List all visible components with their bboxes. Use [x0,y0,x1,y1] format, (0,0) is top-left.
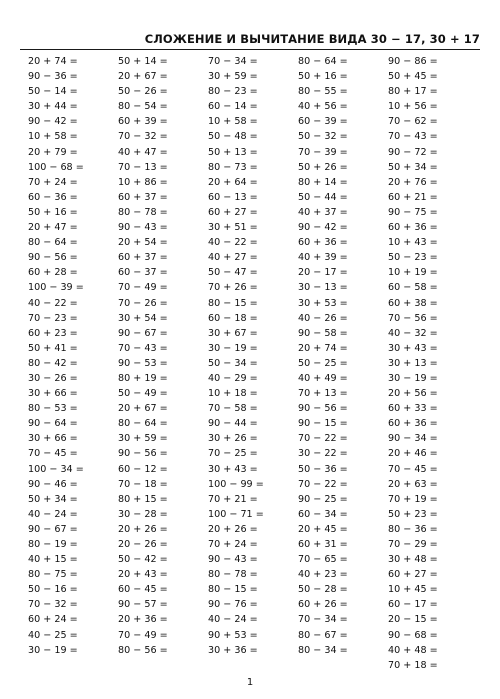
exercise-item: 20 + 36 = [118,614,168,626]
exercise-item: 70 − 49 = [118,282,168,294]
exercise-item: 60 + 23 = [28,327,78,339]
exercise-item: 20 + 76 = [388,176,438,188]
exercise-item: 100 − 34 = [28,463,84,475]
exercise-item: 50 − 16 = [28,584,78,596]
exercise-item: 80 + 17 = [388,86,438,98]
exercise-item: 30 + 51 = [208,222,258,234]
exercise-item: 90 − 67 = [118,327,168,339]
exercise-item: 80 − 64 = [298,56,348,67]
exercise-item: 60 + 37 = [118,191,168,203]
exercise-item: 60 + 36 = [298,237,348,249]
exercise-item: 30 + 26 = [208,433,258,445]
exercise-column-4 [298,54,383,658]
exercise-item: 80 − 55 = [298,86,348,98]
exercise-item: 90 − 67 = [28,523,78,535]
exercise-item: 10 + 19 = [388,267,438,279]
exercise-item: 60 + 21 = [388,191,438,203]
exercise-item: 80 − 15 = [208,297,258,309]
exercise-item: 90 − 34 = [388,433,438,445]
exercise-item: 40 − 24 = [208,614,258,626]
exercise-item: 70 − 34 = [298,614,348,626]
exercise-item: 60 + 26 = [298,599,348,611]
exercise-item: 60 − 17 = [388,599,438,611]
exercise-item: 70 − 62 = [388,116,438,128]
exercise-item: 70 − 43 = [118,342,168,354]
exercise-item: 70 − 32 = [118,131,168,143]
exercise-item: 60 + 27 = [388,569,438,581]
exercise-item: 20 + 67 = [118,403,168,415]
exercise-item: 30 + 53 = [298,297,348,309]
exercise-item: 50 − 48 = [208,131,258,143]
exercise-item: 60 − 14 = [208,101,258,113]
exercise-item: 70 − 45 = [28,448,78,460]
exercise-item: 40 + 39 = [298,252,348,264]
exercise-item: 90 − 68 = [388,629,438,641]
exercise-item: 90 − 15 = [298,418,348,430]
exercise-item: 50 − 25 = [298,357,348,369]
exercise-item: 90 − 43 = [208,554,258,566]
exercise-item: 80 + 14 = [298,176,348,188]
exercise-item: 40 + 49 = [298,372,348,384]
exercise-column-1 [28,54,113,658]
exercise-item: 70 − 18 = [118,478,168,490]
exercise-item: 50 + 23 = [388,508,438,520]
exercise-item: 70 + 19 = [388,493,438,505]
exercise-item: 60 − 58 = [388,282,438,294]
exercise-item: 100 − 71 = [208,508,264,520]
exercise-item: 20 + 54 = [118,237,168,249]
exercise-item: 30 + 66 = [28,388,78,400]
exercise-item: 70 + 21 = [208,493,258,505]
exercise-item: 50 − 23 = [388,252,438,264]
exercise-item: 100 − 39 = [28,282,84,294]
exercise-item: 20 + 46 = [388,448,438,460]
exercise-item: 90 − 56 = [28,252,78,264]
exercise-item: 80 − 54 = [118,101,168,113]
exercise-item: 70 − 65 = [298,554,348,566]
exercise-item: 50 − 32 = [298,131,348,143]
exercise-item: 70 − 39 = [298,146,348,158]
exercise-item: 70 − 34 = [208,56,258,67]
exercise-item: 60 − 18 = [208,312,258,324]
exercise-item: 20 + 43 = [118,569,168,581]
exercise-item: 30 + 13 = [388,357,438,369]
exercise-item: 70 + 24 = [208,539,258,550]
exercise-item: 20 − 15 = [388,614,438,626]
exercise-item: 90 − 76 = [208,599,258,611]
exercise-item: 90 − 44 = [208,418,258,430]
exercise-item: 70 − 29 = [388,539,438,550]
exercise-item: 30 − 19 = [208,342,258,354]
exercise-item: 80 − 15 = [208,584,258,596]
exercise-item: 30 + 43 = [208,463,258,475]
exercise-item: 40 + 27 = [208,252,258,264]
exercise-item: 80 − 36 = [388,523,438,535]
exercise-item: 60 + 33 = [388,403,438,415]
exercise-item: 50 − 28 = [298,584,348,596]
exercise-item: 50 + 45 = [388,71,438,83]
exercise-item: 30 − 19 = [388,372,438,384]
exercise-item: 20 + 79 = [28,146,78,158]
exercise-item: 40 + 37 = [298,206,348,218]
exercise-item: 30 − 19 = [28,644,78,656]
exercise-item: 60 + 24 = [28,614,78,626]
exercise-item: 50 + 13 = [208,146,258,158]
exercise-item: 10 + 86 = [118,176,168,188]
exercise-item: 90 − 42 = [28,116,78,128]
exercise-item: 70 − 43 = [388,131,438,143]
exercise-item: 30 + 44 = [28,101,78,113]
exercise-item: 70 − 23 = [28,312,78,324]
exercise-item: 50 − 47 = [208,267,258,279]
exercise-item: 70 + 24 = [28,176,78,188]
exercise-item: 10 + 18 = [208,388,258,400]
exercise-item: 60 − 39 = [298,116,348,128]
exercise-item: 40 + 48 = [388,644,438,656]
exercise-item: 50 + 26 = [298,161,348,173]
exercise-item: 60 − 34 = [298,508,348,520]
exercise-item: 60 + 37 = [118,252,168,264]
exercise-item: 80 − 19 = [28,539,78,550]
exercise-item: 70 + 13 = [298,388,348,400]
exercise-item: 30 + 54 = [118,312,168,324]
exercise-item: 20 + 26 = [208,523,258,535]
exercise-item: 60 + 27 = [208,206,258,218]
exercise-item: 90 − 75 = [388,206,438,218]
exercise-item: 80 − 42 = [28,357,78,369]
exercise-item: 60 − 13 = [208,191,258,203]
exercise-item: 10 + 58 = [208,116,258,128]
exercise-item: 90 − 72 = [388,146,438,158]
exercise-item: 80 − 73 = [208,161,258,173]
exercise-item: 60 + 38 = [388,297,438,309]
exercise-item: 20 + 45 = [298,523,348,535]
exercise-item: 30 + 59 = [208,71,258,83]
exercise-item: 90 − 56 = [118,448,168,460]
exercise-item: 70 − 56 = [388,312,438,324]
exercise-item: 50 − 42 = [118,554,168,566]
exercise-item: 40 − 26 = [298,312,348,324]
exercise-item: 40 − 29 = [208,372,258,384]
exercise-column-2 [118,54,203,658]
exercise-item: 40 + 23 = [298,569,348,581]
exercise-item: 30 + 67 = [208,327,258,339]
exercise-item: 50 − 14 = [28,86,78,98]
exercise-item: 80 − 56 = [118,644,168,656]
exercise-item: 20 + 26 = [118,523,168,535]
exercise-item: 30 + 66 = [28,433,78,445]
exercise-item: 60 − 37 = [118,267,168,279]
exercise-item: 60 − 45 = [118,584,168,596]
exercise-item: 50 − 44 = [298,191,348,203]
exercise-item: 30 − 26 = [28,372,78,384]
exercise-item: 90 − 25 = [298,493,348,505]
exercise-item: 70 − 32 = [28,599,78,611]
exercise-item: 60 − 12 = [118,463,168,475]
exercise-item: 50 − 49 = [118,388,168,400]
exercise-item: 70 − 22 = [298,433,348,445]
exercise-item: 30 + 48 = [388,554,438,566]
exercise-item: 50 + 34 = [388,161,438,173]
exercise-item: 80 − 53 = [28,403,78,415]
exercise-item: 20 + 47 = [28,222,78,234]
exercise-item: 30 + 59 = [118,433,168,445]
exercise-item: 50 + 16 = [28,206,78,218]
exercise-item: 60 − 36 = [28,191,78,203]
exercise-item: 90 − 56 = [298,403,348,415]
exercise-item: 30 − 13 = [298,282,348,294]
exercise-item: 40 − 32 = [388,327,438,339]
exercise-item: 20 + 64 = [208,176,258,188]
exercise-item: 80 − 34 = [298,644,348,656]
exercise-item: 20 + 74 = [28,56,78,67]
exercise-item: 20 + 67 = [118,71,168,83]
exercise-item: 70 − 26 = [118,297,168,309]
exercise-item: 20 + 63 = [388,478,438,490]
exercise-item: 80 − 23 = [208,86,258,98]
exercise-item: 70 + 18 = [388,659,438,671]
exercise-item: 80 − 75 = [28,569,78,581]
exercise-item: 50 − 34 = [208,357,258,369]
exercise-item: 90 − 46 = [28,478,78,490]
exercise-item: 70 − 13 = [118,161,168,173]
exercise-item: 20 − 26 = [118,539,168,550]
exercise-item: 90 − 42 = [298,222,348,234]
exercise-item: 10 + 56 = [388,101,438,113]
exercise-grid [28,54,480,671]
exercise-item: 40 − 24 = [28,508,78,520]
exercise-item: 30 − 22 = [298,448,348,460]
exercise-item: 20 + 56 = [388,388,438,400]
exercise-item: 60 + 31 = [298,539,348,550]
exercise-item: 70 − 22 = [298,478,348,490]
exercise-item: 50 − 36 = [298,463,348,475]
page-title: СЛОЖЕНИЕ И ВЫЧИТАНИЕ ВИДА 30 − 17, 30 + 17 [144,32,480,46]
exercise-item: 30 + 36 = [208,644,258,656]
exercise-item: 70 − 58 = [208,403,258,415]
exercise-item: 50 + 41 = [28,342,78,354]
page-number: 1 [246,677,254,688]
exercise-item: 50 + 14 = [118,56,168,67]
exercise-item: 90 − 57 = [118,599,168,611]
exercise-item: 80 − 64 = [28,237,78,249]
exercise-column-3 [208,54,293,658]
exercise-item: 50 − 26 = [118,86,168,98]
exercise-item: 60 + 28 = [28,267,78,279]
exercise-item: 80 + 15 = [118,493,168,505]
exercise-item: 50 + 16 = [298,71,348,83]
exercise-item: 90 − 43 = [118,222,168,234]
exercise-item: 10 + 45 = [388,584,438,596]
exercise-column-5 [388,54,473,673]
exercise-item: 90 − 53 = [118,357,168,369]
exercise-item: 50 + 34 = [28,493,78,505]
exercise-item: 60 + 39 = [118,116,168,128]
exercise-item: 10 + 43 = [388,237,438,249]
exercise-item: 10 + 58 = [28,131,78,143]
exercise-item: 40 + 15 = [28,554,78,566]
exercise-item: 70 − 25 = [208,448,258,460]
exercise-item: 30 + 43 = [388,342,438,354]
exercise-item: 100 − 99 = [208,478,264,490]
exercise-item: 40 − 22 = [208,237,258,249]
exercise-item: 40 + 47 = [118,146,168,158]
exercise-item: 80 − 78 = [208,569,258,581]
exercise-item: 90 + 53 = [208,629,258,641]
exercise-item: 40 − 25 = [28,629,78,641]
exercise-item: 70 + 26 = [208,282,258,294]
exercise-item: 70 − 45 = [388,463,438,475]
exercise-item: 70 − 49 = [118,629,168,641]
exercise-item: 90 − 36 = [28,71,78,83]
exercise-item: 80 + 19 = [118,372,168,384]
exercise-item: 30 − 28 = [118,508,168,520]
exercise-item: 80 − 64 = [118,418,168,430]
exercise-item: 20 + 74 = [298,342,348,354]
exercise-item: 80 − 78 = [118,206,168,218]
exercise-item: 100 − 68 = [28,161,84,173]
exercise-item: 20 − 17 = [298,267,348,279]
exercise-item: 40 − 22 = [28,297,78,309]
exercise-item: 60 + 36 = [388,418,438,430]
exercise-item: 90 − 86 = [388,56,438,67]
title-underline [20,49,480,50]
exercise-item: 60 + 36 = [388,222,438,234]
exercise-item: 40 + 56 = [298,101,348,113]
exercise-item: 90 − 58 = [298,327,348,339]
exercise-item: 80 − 67 = [298,629,348,641]
exercise-item: 90 − 64 = [28,418,78,430]
